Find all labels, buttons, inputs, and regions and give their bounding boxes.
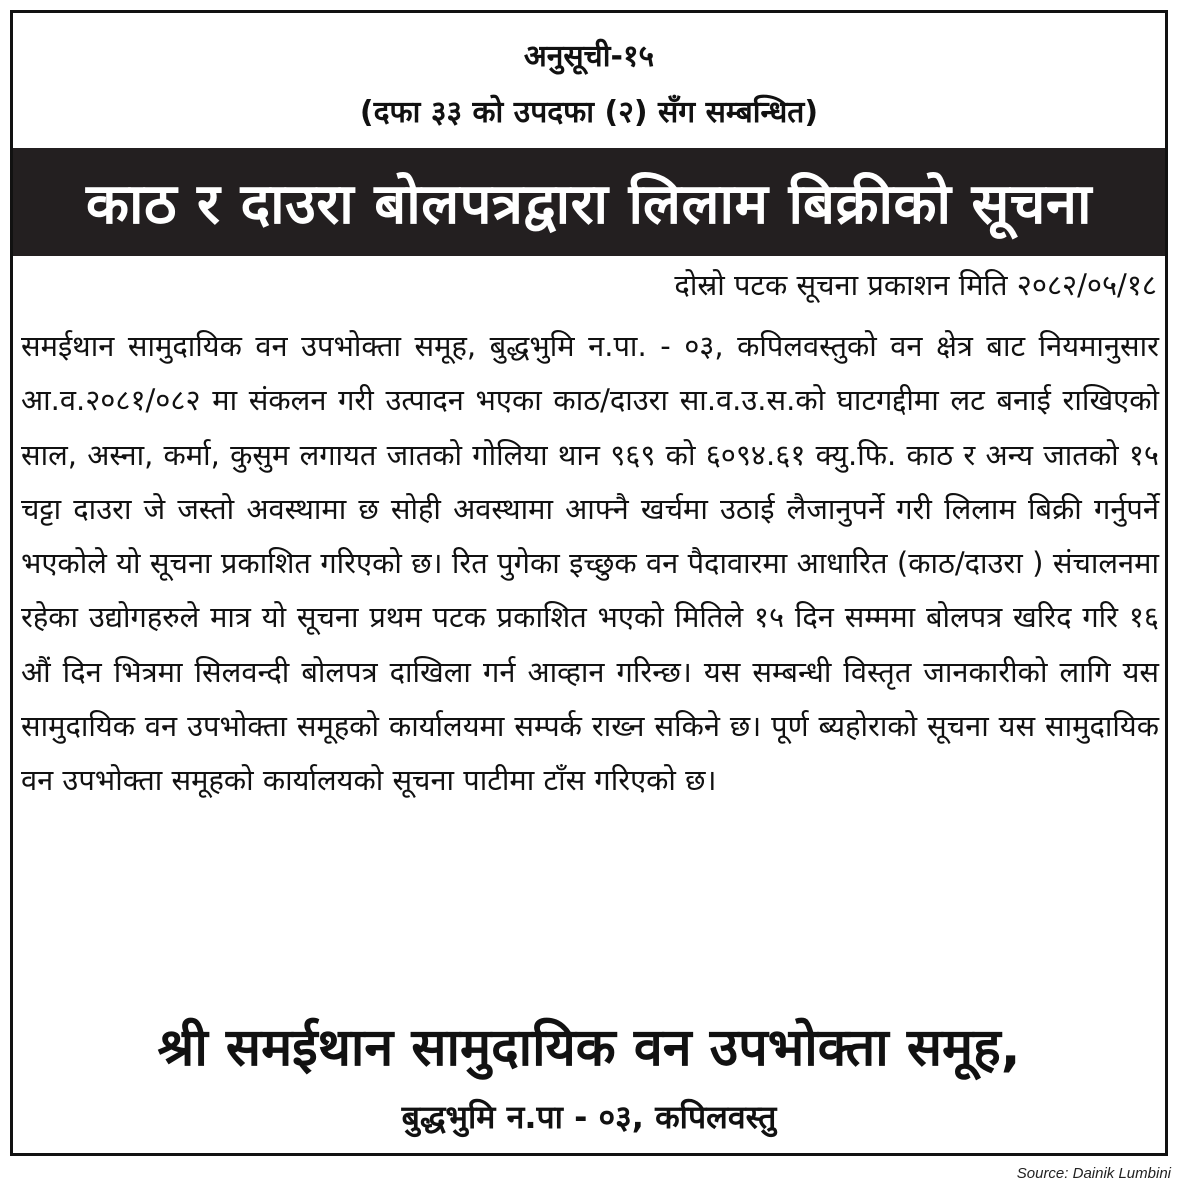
organization-address: बुद्धभुमि न.पा - ०३, कपिलवस्तु — [401, 1098, 777, 1136]
organization-name: श्री समईथान सामुदायिक वन उपभोक्ता समूह, — [157, 1018, 1021, 1078]
notice-headline: काठ र दाउरा बोलपत्रद्वारा लिलाम बिक्रीको सूचना — [86, 172, 1092, 237]
publish-date-line: दोस्रो पटक सूचना प्रकाशन मिति २०८२/०५/१८ — [674, 268, 1157, 302]
schedule-title: अनुसूची-१५ — [523, 39, 655, 74]
schedule-subtitle: (दफा ३३ को उपदफा (२) सँग सम्बन्धित) — [359, 95, 819, 130]
notice-body: समईथान सामुदायिक वन उपभोक्ता समूह, बुद्धभुमि न.पा. - ०३, कपिलवस्तुको वन क्षेत्र बाट नियमानुसार आ.व.२०८१/०८२ मा संकलन गरी उत्पादन भएका काठ/दाउरा सा.व.उ.स.को घाटगद्दीमा लट बनाई राखिएको साल, अस्ना, कर्मा, कुसुम लगायत जातको गोलिया थान ९६९ को ६०९४.६१ क्यु.फि. काठ र अन्य जातको १५ चट्टा दाउरा जे जस्तो अवस्थामा छ सोही अवस्थामा आफ्नै खर्चमा उठाई लैजानुपर्ने गरी लिलाम बिक्री गर्नुपर्ने भएकोले यो सूचना प्रकाशित गरिएको छ। रित पुगेका इच्छुक वन पैदावारमा आधारित (काठ/दाउरा ) संचालनमा रहेका उद्योगहरुले मात्र यो सूचना प्रथम पटक प्रकाशित भएको मितिले १५ दिन सम्ममा बोलपत्र खरिद गरि १६ औं दिन भित्रमा सिलवन्दी बोलपत्र दाखिला गर्न आव्हान गरिन्छ। यस सम्बन्धी विस्तृत जानकारीको लागि यस सामुदायिक वन उपभोक्ता समूहको कार्यालयमा सम्पर्क राख्न सकिने छ। पूर्ण ब्यहोराको सूचना यस सामुदायिक वन उपभोक्ता समूहको कार्यालयको सूचना पाटीमा टाँस गरिएको छ। — [21, 329, 1159, 798]
notice-frame — [10, 10, 1168, 1156]
source-credit: Source: Dainik Lumbini — [1016, 1165, 1171, 1182]
headline-bar — [13, 148, 1165, 256]
